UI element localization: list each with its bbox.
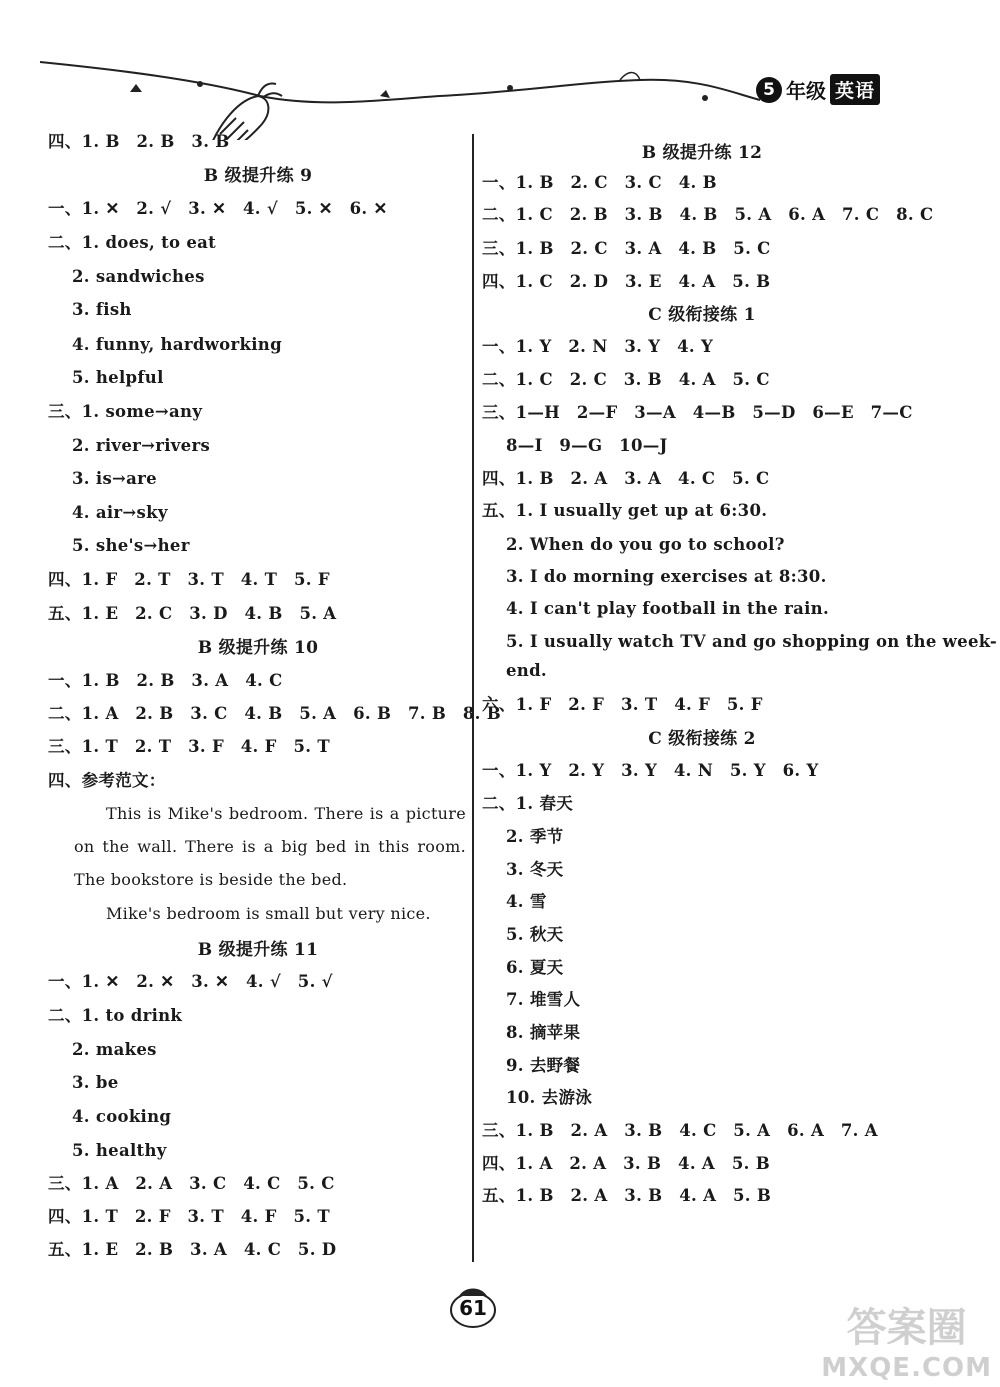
column-divider — [472, 134, 474, 1262]
site-watermark — [821, 1296, 992, 1383]
answer-line: 四、1. C 2. D 3. E 4. A 5. B — [482, 272, 771, 291]
answer-line: 三、1—H 2—F 3—A 4—B 5—D 6—E 7—C — [482, 403, 913, 422]
answer-line: 10. 去游泳 — [506, 1088, 593, 1107]
answer-line: 5. 秋天 — [506, 925, 564, 944]
answer-line: 二、1. does, to eat — [48, 233, 217, 252]
answer-line: 3. is→are — [72, 469, 157, 488]
answer-line: 8—I 9—G 10—J — [506, 436, 668, 455]
answer-line: 一、1. B 2. C 3. C 4. B — [482, 173, 717, 192]
answer-line: 三、1. B 2. A 3. B 4. C 5. A 6. A 7. A — [482, 1121, 878, 1140]
answer-line: 2. sandwiches — [72, 267, 205, 286]
answer-line: 三、1. T 2. T 3. F 4. F 5. T — [48, 737, 330, 756]
section-title: C 级衔接练 2 — [648, 729, 756, 749]
sample-essay: This is Mike's bedroom. There is a picture on the wall. There is a big bed in this room. The bookstore is beside the bed. — [74, 804, 466, 889]
section-title: B 级提升练 12 — [641, 143, 763, 163]
answer-line: end. — [506, 661, 547, 680]
section-title: B 级提升练 10 — [197, 638, 319, 658]
answer-line: 2. When do you go to school? — [506, 535, 785, 554]
answer-line: 8. 摘苹果 — [506, 1023, 581, 1042]
answer-line: 四、1. B 2. B 3. B — [48, 132, 230, 151]
answer-line: 五、1. E 2. B 3. A 4. C 5. D — [48, 1240, 337, 1259]
section-title: C 级衔接练 1 — [648, 305, 756, 325]
page-number: 61 — [459, 1296, 487, 1320]
answer-line: 四、参考范文： — [48, 771, 166, 790]
answer-line: 四、1. T 2. F 3. T 4. F 5. T — [48, 1207, 330, 1226]
answer-line: 二、1. C 2. B 3. B 4. B 5. A 6. A 7. C 8. C — [482, 205, 934, 224]
grade-label: 年级 — [786, 79, 826, 103]
answer-line: 一、1. B 2. B 3. A 4. C — [48, 671, 283, 690]
answer-line: 5. helpful — [72, 368, 164, 387]
sample-essay-ending: Mike's bedroom is small but very nice. — [106, 904, 431, 923]
answer-line: 3. be — [72, 1073, 119, 1092]
answer-line: 4. I can't play football in the rain. — [506, 599, 830, 618]
answer-line: 六、1. F 2. F 3. T 4. F 5. F — [482, 695, 763, 714]
answer-line: 4. cooking — [72, 1107, 172, 1126]
page-number-badge — [445, 1284, 501, 1328]
answer-line: 5. healthy — [72, 1141, 167, 1160]
answer-line: 三、1. some→any — [48, 402, 203, 421]
header-vine-decoration — [0, 0, 1000, 140]
answer-line: 4. air→sky — [72, 503, 168, 522]
watermark-url: MXQE.COM — [821, 1353, 992, 1383]
answer-line: 三、1. A 2. A 3. C 4. C 5. C — [48, 1174, 335, 1193]
answer-line: 2. makes — [72, 1040, 157, 1059]
answer-line: 三、1. B 2. C 3. A 4. B 5. C — [482, 239, 771, 258]
answer-line: 3. fish — [72, 300, 132, 319]
answer-line: 四、1. B 2. A 3. A 4. C 5. C — [482, 469, 770, 488]
section-title: B 级提升练 11 — [197, 940, 319, 960]
answer-line: 四、1. F 2. T 3. T 4. T 5. F — [48, 570, 330, 589]
answer-line: 二、1. to drink — [48, 1006, 183, 1025]
answer-line: 2. 季节 — [506, 827, 564, 846]
grade-number: 5 — [756, 77, 782, 103]
answer-line: 五、1. I usually get up at 6:30. — [482, 501, 768, 520]
answer-line: 4. funny, hardworking — [72, 335, 282, 354]
answer-line: 3. I do morning exercises at 8:30. — [506, 567, 827, 586]
answer-line: 一、1. Y 2. N 3. Y 4. Y — [482, 337, 714, 356]
answer-line: 9. 去野餐 — [506, 1056, 581, 1075]
answer-line: 7. 堆雪人 — [506, 990, 581, 1009]
answer-line: 一、1. Y 2. Y 3. Y 4. N 5. Y 6. Y — [482, 761, 819, 780]
answer-line: 五、1. E 2. C 3. D 4. B 5. A — [48, 604, 337, 623]
answer-line: 4. 雪 — [506, 892, 547, 911]
grade-subject-badge — [756, 74, 880, 105]
answer-line: 5. she's→her — [72, 536, 190, 555]
answer-line: 四、1. A 2. A 3. B 4. A 5. B — [482, 1154, 770, 1173]
watermark-text: 答案圈 — [846, 1305, 967, 1351]
answer-line: 二、1. 春天 — [482, 794, 574, 813]
subject-label: 英语 — [830, 74, 880, 105]
answer-line: 3. 冬天 — [506, 860, 564, 879]
answer-line: 2. river→rivers — [72, 436, 211, 455]
answer-line: 一、1. ✕ 2. ✕ 3. ✕ 4. √ 5. √ — [48, 972, 333, 991]
section-title: B 级提升练 9 — [203, 166, 313, 186]
answer-line: 一、1. ✕ 2. √ 3. ✕ 4. √ 5. ✕ 6. ✕ — [48, 199, 388, 218]
answer-line: 5. I usually watch TV and go shopping on the week- — [506, 632, 997, 651]
answer-line: 五、1. B 2. A 3. B 4. A 5. B — [482, 1186, 772, 1205]
answer-line: 6. 夏天 — [506, 958, 564, 977]
answer-line: 二、1. C 2. C 3. B 4. A 5. C — [482, 370, 770, 389]
answer-line: 二、1. A 2. B 3. C 4. B 5. A 6. B 7. B 8. B — [48, 704, 502, 723]
